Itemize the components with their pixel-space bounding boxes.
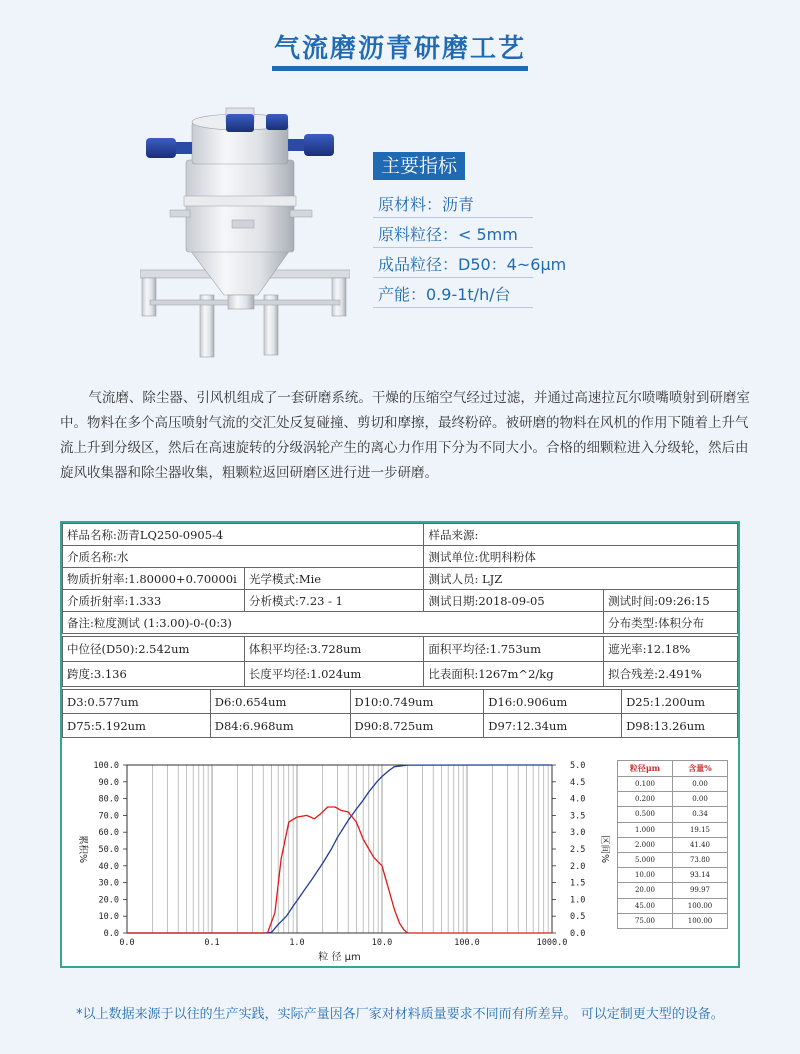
span: 跨度:3.136 xyxy=(63,662,245,687)
x-axis-label: 粒 径 μm xyxy=(318,952,361,963)
x-tick-label: 0.0 xyxy=(119,938,135,948)
distribution-type: 分布类型:体积分布 xyxy=(604,612,738,634)
y2-tick-label: 0.5 xyxy=(570,912,586,923)
y2-tick-label: 4.5 xyxy=(570,777,586,788)
report-stats-table xyxy=(62,636,738,687)
y2-tick-label: 0.0 xyxy=(570,929,586,939)
y-tick-label: 80.0 xyxy=(98,794,119,805)
y2-tick-label: 1.0 xyxy=(570,895,586,906)
test-time: 测试时间:09:26:15 xyxy=(604,590,738,612)
size-cell: 5.000 xyxy=(618,852,673,867)
specs-heading: 主要指标 xyxy=(373,152,465,180)
size-cell: 1.000 xyxy=(618,822,673,837)
y-tick-label: 50.0 xyxy=(98,845,119,855)
y-tick-label: 90.0 xyxy=(98,777,119,788)
y-tick-label: 20.0 xyxy=(98,895,119,906)
d-value: D98:13.26um xyxy=(622,714,738,738)
y2-tick-label: 2.5 xyxy=(570,845,586,855)
y2-axis-label: 区间% xyxy=(599,834,610,864)
size-cell: 10.00 xyxy=(618,868,673,883)
y2-tick-label: 3.5 xyxy=(570,811,586,822)
size-cell: 2.000 xyxy=(618,837,673,852)
spec-divider xyxy=(373,217,533,218)
y2-tick-label: 1.5 xyxy=(570,878,586,889)
d-value: D97:12.34um xyxy=(484,714,622,738)
y-tick-label: 70.0 xyxy=(98,811,119,822)
volume-mean: 体积平均径:3.728um xyxy=(244,637,424,662)
d-value: D3:0.577um xyxy=(63,690,211,714)
report-info-table xyxy=(62,523,738,634)
x-tick-label: 100.0 xyxy=(454,938,480,948)
fit-residual: 拟合残差:2.491% xyxy=(604,662,738,687)
test-unit: 测试单位:优明科粉体 xyxy=(424,546,738,568)
area-mean: 面积平均径:1.753um xyxy=(424,637,604,662)
d-value: D10:0.749um xyxy=(350,690,484,714)
sample-source: 样品来源: xyxy=(424,524,738,546)
content-cell: 0.34 xyxy=(673,807,728,822)
size-cell: 20.00 xyxy=(618,883,673,898)
process-description: 气流磨、除尘器、引风机组成了一套研磨系统。干燥的压缩空气经过过滤，并通过高速拉瓦尔喷嘴喷射到研磨室中。物料在多个高压喷射气流的交汇处反复碰撞、剪切和摩擦，最终粉碎。被研磨的物料在风机的作用下随着上升气流上升到分级区，然后在高速旋转的分级涡轮产生的离心力作用下分为不同大小。合格的细颗粒进入分级轮，然后由旋风收集器和除尘器收集，粗颗粒返回研磨区进行进一步研磨。 xyxy=(60,390,750,481)
content-cell: 19.15 xyxy=(673,822,728,837)
particle-size-report xyxy=(60,521,740,968)
content-cell: 0.00 xyxy=(673,792,728,807)
d-value: D90:8.725um xyxy=(350,714,484,738)
tester: 测试人员: LJZ xyxy=(424,568,738,590)
size-cell: 0.500 xyxy=(618,807,673,822)
content-cell: 0.00 xyxy=(673,777,728,792)
spec-divider xyxy=(373,307,533,308)
test-date: 测试日期:2018-09-05 xyxy=(424,590,604,612)
size-cell: 45.00 xyxy=(618,898,673,913)
remark: 备注:粒度测试 (1:3.00)-0-(0:3) xyxy=(63,612,604,634)
jet-mill-illustration xyxy=(140,100,350,362)
y-tick-label: 30.0 xyxy=(98,878,119,889)
spec-product-size: 成品粒径：D50：4~6μm xyxy=(378,255,567,274)
content-cell: 100.00 xyxy=(673,913,728,928)
content-cell: 100.00 xyxy=(673,898,728,913)
y2-tick-label: 5.0 xyxy=(570,761,586,771)
x-tick-label: 10.0 xyxy=(371,938,393,948)
sample-name: 样品名称:沥青LQ250-0905-4 xyxy=(63,524,424,546)
report-d-values-table xyxy=(62,689,738,738)
spec-divider xyxy=(373,277,533,278)
medium-refractive-index: 介质折射率:1.333 xyxy=(63,590,245,612)
x-tick-label: 1.0 xyxy=(289,938,305,948)
footer-note: *以上数据来源于以往的生产实践，实际产量因各厂家对材料质量要求不同而有所差异。 可以定制更大型的设备。 xyxy=(76,1007,724,1022)
size-cell: 75.00 xyxy=(618,913,673,928)
size-content-table xyxy=(617,760,728,929)
d-value: D25:1.200um xyxy=(622,690,738,714)
spec-raw-material: 原材料：沥青 xyxy=(378,195,475,214)
content-cell: 41.40 xyxy=(673,837,728,852)
plot-frame xyxy=(127,765,552,933)
chart-area xyxy=(62,753,738,967)
y-axis-label: 累积% xyxy=(77,834,88,864)
specific-surface-area: 比表面积:1267m^2/kg xyxy=(424,662,604,687)
y2-tick-label: 4.0 xyxy=(570,794,586,805)
d-value: D84:6.968um xyxy=(210,714,350,738)
x-tick-label: 0.1 xyxy=(204,938,220,948)
size-cell: 0.200 xyxy=(618,792,673,807)
spec-capacity: 产能：0.9-1t/h/台 xyxy=(378,285,511,304)
y-tick-label: 10.0 xyxy=(98,912,119,923)
y-tick-label: 100.0 xyxy=(93,761,119,771)
y-tick-label: 60.0 xyxy=(98,828,119,839)
y-tick-label: 40.0 xyxy=(98,861,119,872)
medium-name: 介质名称:水 xyxy=(63,546,424,568)
y2-tick-label: 3.0 xyxy=(570,828,586,839)
content-cell: 93.14 xyxy=(673,868,728,883)
d-value: D16:0.906um xyxy=(484,690,622,714)
d-value: D6:0.654um xyxy=(210,690,350,714)
content-cell: 73.80 xyxy=(673,852,728,867)
obscuration: 遮光率:12.18% xyxy=(604,637,738,662)
cumulative-curve xyxy=(127,765,552,933)
analysis-mode: 分析模式:7.23 - 1 xyxy=(244,590,424,612)
title-underline xyxy=(272,66,528,71)
median-d50: 中位径(D50):2.542um xyxy=(63,637,245,662)
x-tick-label: 1000.0 xyxy=(536,938,568,948)
size-header: 粒径μm xyxy=(618,761,673,777)
material-refractive-index: 物质折射率:1.80000+0.70000i xyxy=(63,568,245,590)
page-title: 气流磨沥青研磨工艺 xyxy=(273,34,526,64)
y2-tick-label: 2.0 xyxy=(570,861,586,872)
spec-divider xyxy=(373,247,533,248)
size-cell: 0.100 xyxy=(618,777,673,792)
content-header: 含量% xyxy=(673,761,728,777)
y-tick-label: 0.0 xyxy=(103,929,119,939)
interval-curve xyxy=(127,807,552,933)
d-value: D75:5.192um xyxy=(63,714,211,738)
length-mean: 长度平均径:1.024um xyxy=(244,662,424,687)
optical-mode: 光学模式:Mie xyxy=(244,568,424,590)
spec-feed-size: 原料粒径：< 5mm xyxy=(378,225,518,244)
content-cell: 99.97 xyxy=(673,883,728,898)
